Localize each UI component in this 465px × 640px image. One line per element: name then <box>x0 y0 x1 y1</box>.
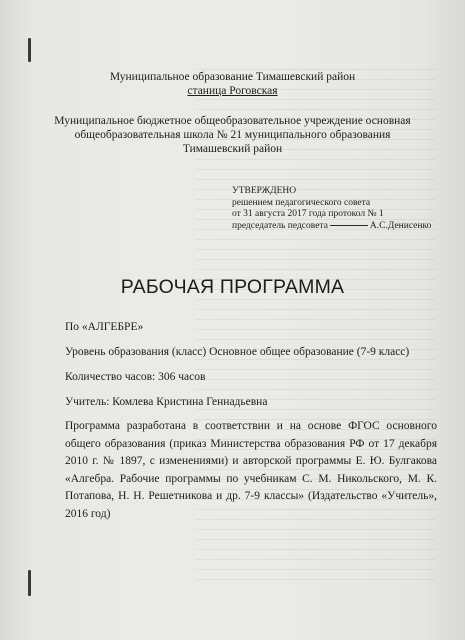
teacher-line: Учитель: Комлева Кристина Геннадьевна <box>65 396 268 408</box>
approval-title: УТВЕРЖДЕНО <box>232 186 297 196</box>
chair-name: А.С.Денисенко <box>369 220 432 231</box>
municipality-name: Муниципальное образование Тимашевский район <box>109 71 356 83</box>
approval-stamp <box>232 186 452 232</box>
approval-line-2: от 31 августа 2017 года протокол № 1 <box>232 209 384 219</box>
education-level-line: Уровень образования (класс) Основное общее образование (7-9 класс) <box>65 346 410 358</box>
approval-signature-line <box>232 221 452 233</box>
binding-mark-bottom <box>28 570 31 596</box>
approval-line-1: решением педагогического совета <box>232 197 371 208</box>
signature-blank <box>330 225 368 226</box>
program-basis-paragraph: Программа разработана в соответствии и на основе ФГОС основного общего образования (приказ Министерства образования РФ от 17 декабря 2010 г. № 1897, с изменениями) и авторской программы Е. Ю. Булгакова «Алгебра. Рабочие программы по учебникам С. М. Никольского, М. К. Потапова, Н. Н. Решетникова и др. 7-9 классы» (Издательство «Учитель», 2016 год) <box>65 420 437 520</box>
chair-label: председатель педсовета <box>232 220 328 231</box>
municipality-block <box>0 70 465 98</box>
school-name-block <box>0 114 465 156</box>
school-name-line-3: Тимашевский район <box>182 143 283 155</box>
document-title: РАБОЧАЯ ПРОГРАММА <box>120 276 345 298</box>
hours-line: Количество часов: 306 часов <box>65 371 206 383</box>
binding-mark-top <box>28 38 31 62</box>
school-name-line-2: общеобразовательная школа № 21 муниципального образования <box>74 129 391 141</box>
school-name-line-1: Муниципальное бюджетное общеобразовательное учреждение основная <box>54 115 411 127</box>
subject-line: По «АЛГЕБРЕ» <box>65 321 144 333</box>
village-name: станица Роговская <box>187 85 278 97</box>
